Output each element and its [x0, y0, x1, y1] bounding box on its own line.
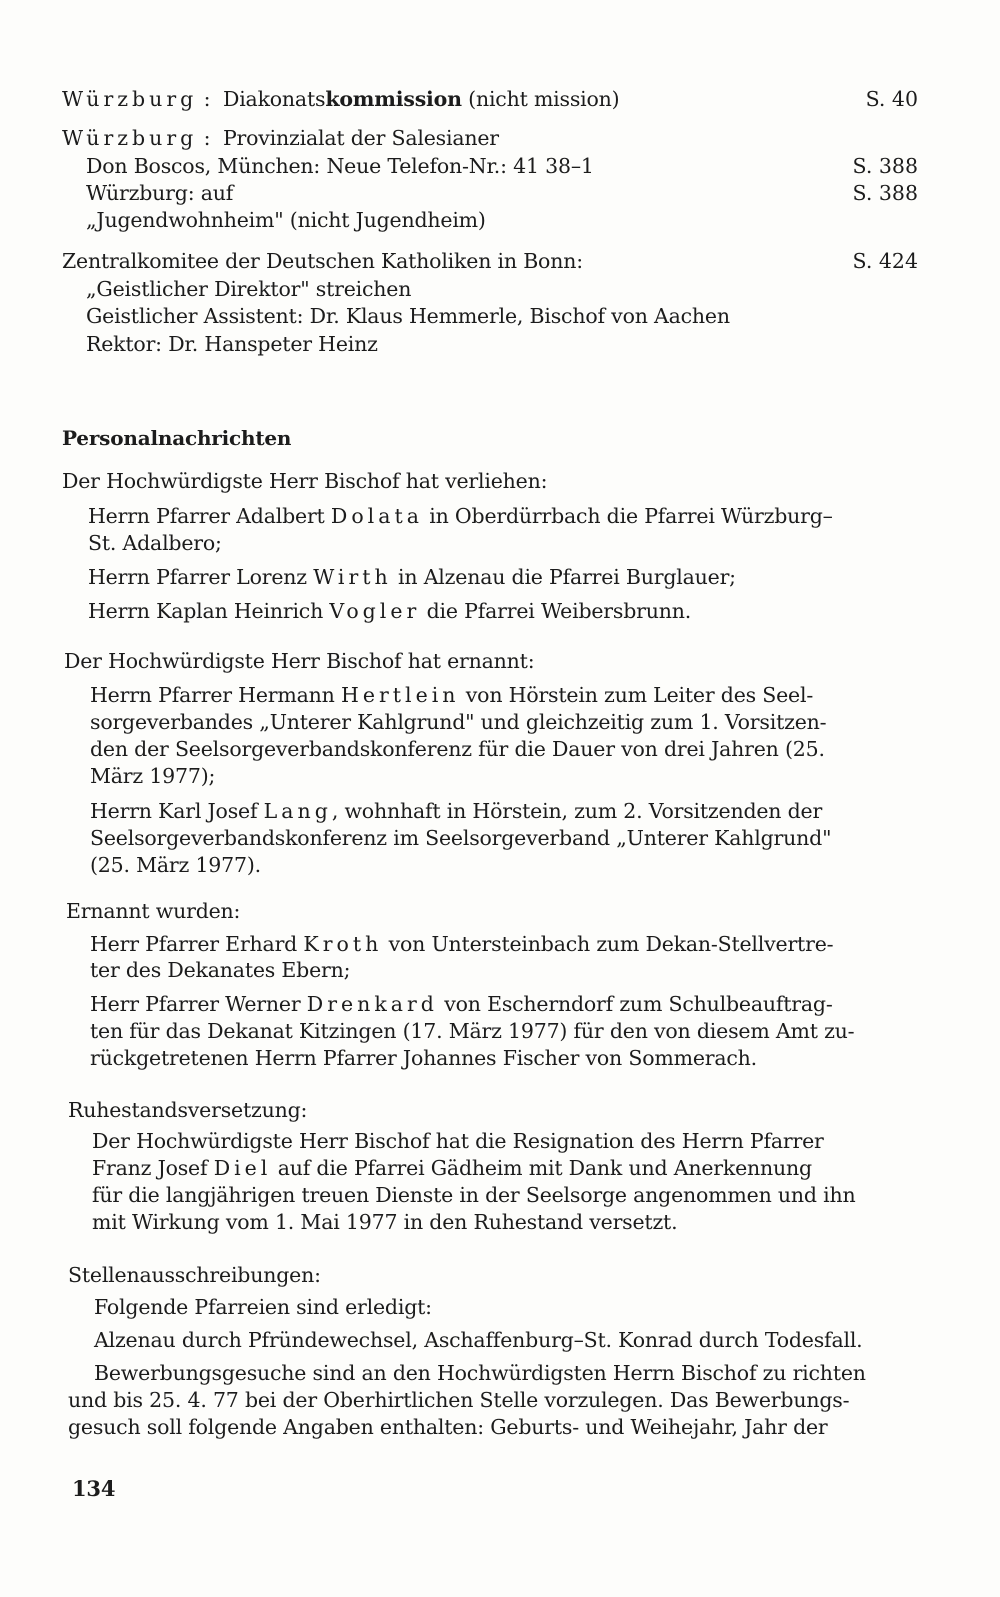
entry-line: Herr Pfarrer Werner Drenkard von Escherndorf zum Schulbeauftrag-: [90, 992, 833, 1016]
entry-line: Franz Josef Diel auf die Pfarrei Gädheim mit Dank und Anerkennung: [92, 1156, 812, 1180]
entry-line: März 1977);: [90, 764, 216, 788]
entry-line: Herr Pfarrer Erhard Kroth von Untersteinbach zum Dekan-Stellvertre-: [90, 932, 834, 956]
entry-line: (25. März 1977).: [90, 853, 261, 877]
page-reference: S. 40: [865, 87, 918, 111]
correction-line: Zentralkomitee der Deutschen Katholiken in Bonn:: [62, 249, 583, 273]
entry-line: für die langjährigen treuen Dienste in der Seelsorge angenommen und ihn: [92, 1183, 856, 1207]
entry-line: Herrn Kaplan Heinrich Vogler die Pfarrei Weibersbrunn.: [88, 599, 692, 623]
entry-line: und bis 25. 4. 77 bei der Oberhirtlichen Stelle vorzulegen. Das Bewerbungs-: [68, 1388, 850, 1412]
paragraph-intro: Ernannt wurden:: [66, 899, 241, 923]
entry-line: gesuch soll folgende Angaben enthalten: Geburts- und Weihejahr, Jahr der: [68, 1415, 828, 1439]
person-name: Vogler: [329, 599, 421, 623]
person-name: Wirth: [313, 565, 392, 589]
correction-line: Würzburg: auf: [86, 181, 234, 205]
entry-line: Herrn Pfarrer Hermann Hertlein von Hörstein zum Leiter des Seel-: [90, 683, 814, 707]
page-number: 134: [72, 1476, 116, 1501]
person-name: Diel: [213, 1156, 272, 1180]
paragraph-intro: Stellenausschreibungen:: [68, 1263, 321, 1287]
entry-line: St. Adalbero;: [88, 531, 222, 555]
person-name: Hertlein: [340, 683, 460, 707]
correction-line: Don Boscos, München: Neue Telefon-Nr.: 41 38–1: [86, 154, 594, 178]
person-name: Kroth: [303, 932, 383, 956]
page-reference: S. 424: [852, 249, 918, 273]
correction-line: Würzburg : Provinzialat der Salesianer: [62, 126, 499, 150]
person-name: Dolata: [330, 504, 423, 528]
page-reference: S. 388: [852, 181, 918, 205]
correction-line: „Geistlicher Direktor" streichen: [86, 277, 412, 301]
entry-line: mit Wirkung vom 1. Mai 1977 in den Ruhestand versetzt.: [92, 1210, 678, 1234]
entry-line: Herrn Karl Josef Lang, wohnhaft in Hörstein, zum 2. Vorsitzenden der: [90, 799, 823, 823]
section-heading: Personalnachrichten: [62, 426, 292, 450]
correction-line: Rektor: Dr. Hanspeter Heinz: [86, 332, 378, 356]
entry-line: ter des Dekanates Ebern;: [90, 958, 351, 982]
entry-line: Herrn Pfarrer Lorenz Wirth in Alzenau die Pfarrei Burglauer;: [88, 565, 736, 589]
entry-line: ten für das Dekanat Kitzingen (17. März 1977) für den von diesem Amt zu-: [90, 1019, 855, 1043]
entry-line: Alzenau durch Pfründewechsel, Aschaffenburg–St. Konrad durch Todesfall.: [94, 1328, 863, 1352]
correction-line: „Jugendwohnheim" (nicht Jugendheim): [86, 208, 486, 232]
entry-line: Der Hochwürdigste Herr Bischof hat die Resignation des Herrn Pfarrer: [92, 1129, 824, 1153]
paragraph-intro: Ruhestandsversetzung:: [68, 1098, 308, 1122]
entry-line: sorgeverbandes „Unterer Kahlgrund" und gleichzeitig zum 1. Vorsitzen-: [90, 710, 827, 734]
paragraph-intro: Der Hochwürdigste Herr Bischof hat verliehen:: [62, 469, 548, 493]
person-name: Lang: [263, 799, 332, 823]
entry-line: Bewerbungsgesuche sind an den Hochwürdigsten Herrn Bischof zu richten: [94, 1361, 866, 1385]
entry-line: den der Seelsorgeverbandskonferenz für die Dauer von drei Jahren (25.: [90, 737, 825, 761]
correction-line: Würzburg : Diakonatskommission (nicht mission): [62, 87, 620, 111]
entry-line: Herrn Pfarrer Adalbert Dolata in Oberdürrbach die Pfarrei Würzburg–: [88, 504, 833, 528]
person-name: Drenkard: [306, 992, 438, 1016]
page-reference: S. 388: [852, 154, 918, 178]
paragraph-intro: Der Hochwürdigste Herr Bischof hat ernannt:: [64, 649, 535, 673]
entry-line: Seelsorgeverbandskonferenz im Seelsorgeverband „Unterer Kahlgrund": [90, 826, 832, 850]
entry-line: rückgetretenen Herrn Pfarrer Johannes Fischer von Sommerach.: [90, 1046, 757, 1070]
correction-line: Geistlicher Assistent: Dr. Klaus Hemmerle, Bischof von Aachen: [86, 304, 730, 328]
entry-line: Folgende Pfarreien sind erledigt:: [94, 1295, 432, 1319]
